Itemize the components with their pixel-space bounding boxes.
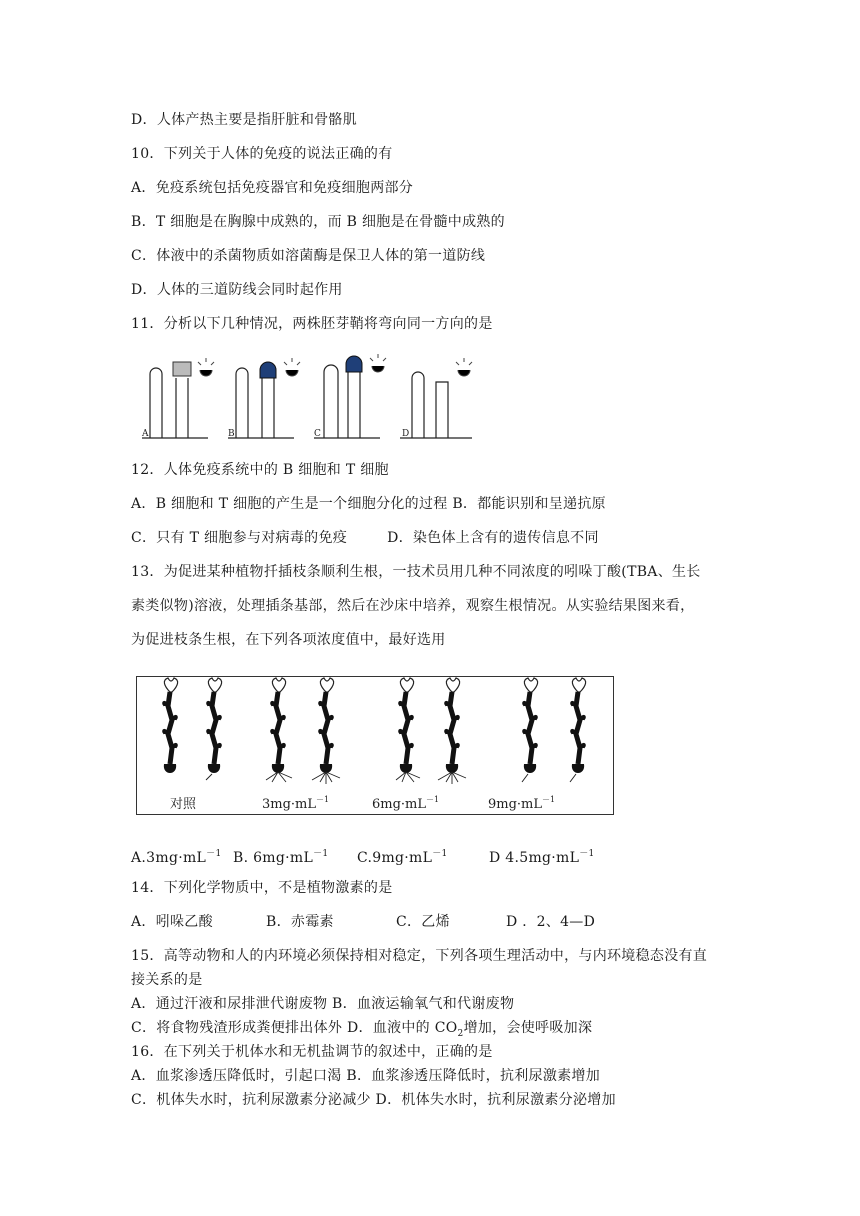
q11-group-c (314, 354, 386, 439)
q14-options (131, 912, 595, 932)
q13-options (131, 844, 595, 868)
q13-label-3mg: $3mg\cdot mL^{-1}$ (262, 795, 330, 812)
q13-stem-1: 13．为促进某种植物扦插枝条顺利生根，一技术员用几种不同浓度的吲哚丁酸(TBA、生长 (131, 564, 701, 580)
q15-stem-1: 15．高等动物和人的内环境必须保持相对稳定，下列各项生理活动中，与内环境稳态没有直 (131, 948, 708, 964)
q12-options-cd (131, 528, 599, 548)
q12-options-ab: A．B 细胞和 T 细胞的产生是一个细胞分化的过程 B．都能识别和呈递抗原 (131, 496, 606, 512)
q13-option-d: D 4.5mg·mL－1 (489, 849, 595, 866)
q11-label-d: D (402, 429, 410, 439)
q12-option-d: D．染色体上含有的遗传信息不同 (387, 530, 599, 546)
q13-option-b: B. 6mg·mL－1 (233, 849, 329, 866)
q10-option-a: A．免疫系统包括免疫器官和免疫细胞两部分 (131, 180, 414, 196)
q15-stem-2: 接关系的是 (131, 972, 203, 988)
q11-group-a (141, 358, 214, 439)
q13-label-control: 对照 (170, 797, 197, 812)
q16-stem: 16．在下列关于机体水和无机盐调节的叙述中，正确的是 (131, 1044, 493, 1060)
q13-option-a: A.3mg·mL－1 (131, 849, 222, 866)
q12-option-c: C．只有 T 细胞参与对病毒的免疫 (131, 530, 348, 546)
q11-figure (138, 352, 478, 444)
q11-stem: 11．分析以下几种情况，两株胚芽鞘将弯向同一方向的是 (131, 316, 493, 332)
q14-option-a: A．吲哚乙酸 (131, 914, 213, 930)
q13-stem-3: 为促进枝条生根，在下列各项浓度值中，最好选用 (131, 632, 446, 648)
q9-option-d: D．人体产热主要是指肝脏和骨骼肌 (131, 112, 358, 128)
q10-option-b: B．T 细胞是在胸腺中成熟的，而 B 细胞是在骨髓中成熟的 (131, 214, 505, 230)
q16-options-ab: A．血浆渗透压降低时，引起口渴 B．血浆渗透压降低时，抗利尿激素增加 (131, 1068, 601, 1084)
q11-label-b: B (228, 429, 235, 439)
q13-option-c: C.9mg·mL－1 (357, 849, 448, 866)
q10-option-d: D．人体的三道防线会同时起作用 (131, 282, 343, 298)
q11-group-b (228, 358, 300, 439)
q14-option-c: C．乙烯 (396, 914, 450, 930)
q11-group-d (400, 358, 472, 439)
q13-stem-2: 素类似物)溶液，处理插条基部，然后在沙床中培养，观察生根情况。从实验结果图来看， (131, 598, 695, 614)
q15-options-ab: A．通过汗液和尿排泄代谢废物 B．血液运输氧气和代谢废物 (131, 996, 515, 1012)
q10-stem: 10．下列关于人体的免疫的说法正确的有 (131, 146, 393, 162)
q13-label-9mg: $9mg\cdot mL^{-1}$ (488, 795, 556, 812)
q12-stem: 12．人体免疫系统中的 B 细胞和 T 细胞 (131, 462, 389, 478)
q13-label-6mg: $6mg\cdot mL^{-1}$ (372, 795, 440, 812)
q11-label-a: A (142, 429, 149, 439)
q11-label-c: C (314, 429, 321, 439)
q16-options-cd: C．机体失水时，抗利尿激素分泌减少 D．机体失水时，抗利尿激素分泌增加 (131, 1092, 616, 1108)
q15-options-cd: C．将食物残渣形成粪便排出体外 D．血液中的 $CO_2$增加，会使呼吸加深 (131, 1020, 593, 1039)
q14-option-d: D ．2、4—D (506, 914, 596, 930)
q13-figure (136, 676, 614, 816)
q14-option-b: B．赤霉素 (266, 914, 334, 930)
q10-option-c: C．体液中的杀菌物质如溶菌酶是保卫人体的第一道防线 (131, 248, 486, 264)
q14-stem: 14．下列化学物质中，不是植物激素的是 (131, 880, 393, 896)
